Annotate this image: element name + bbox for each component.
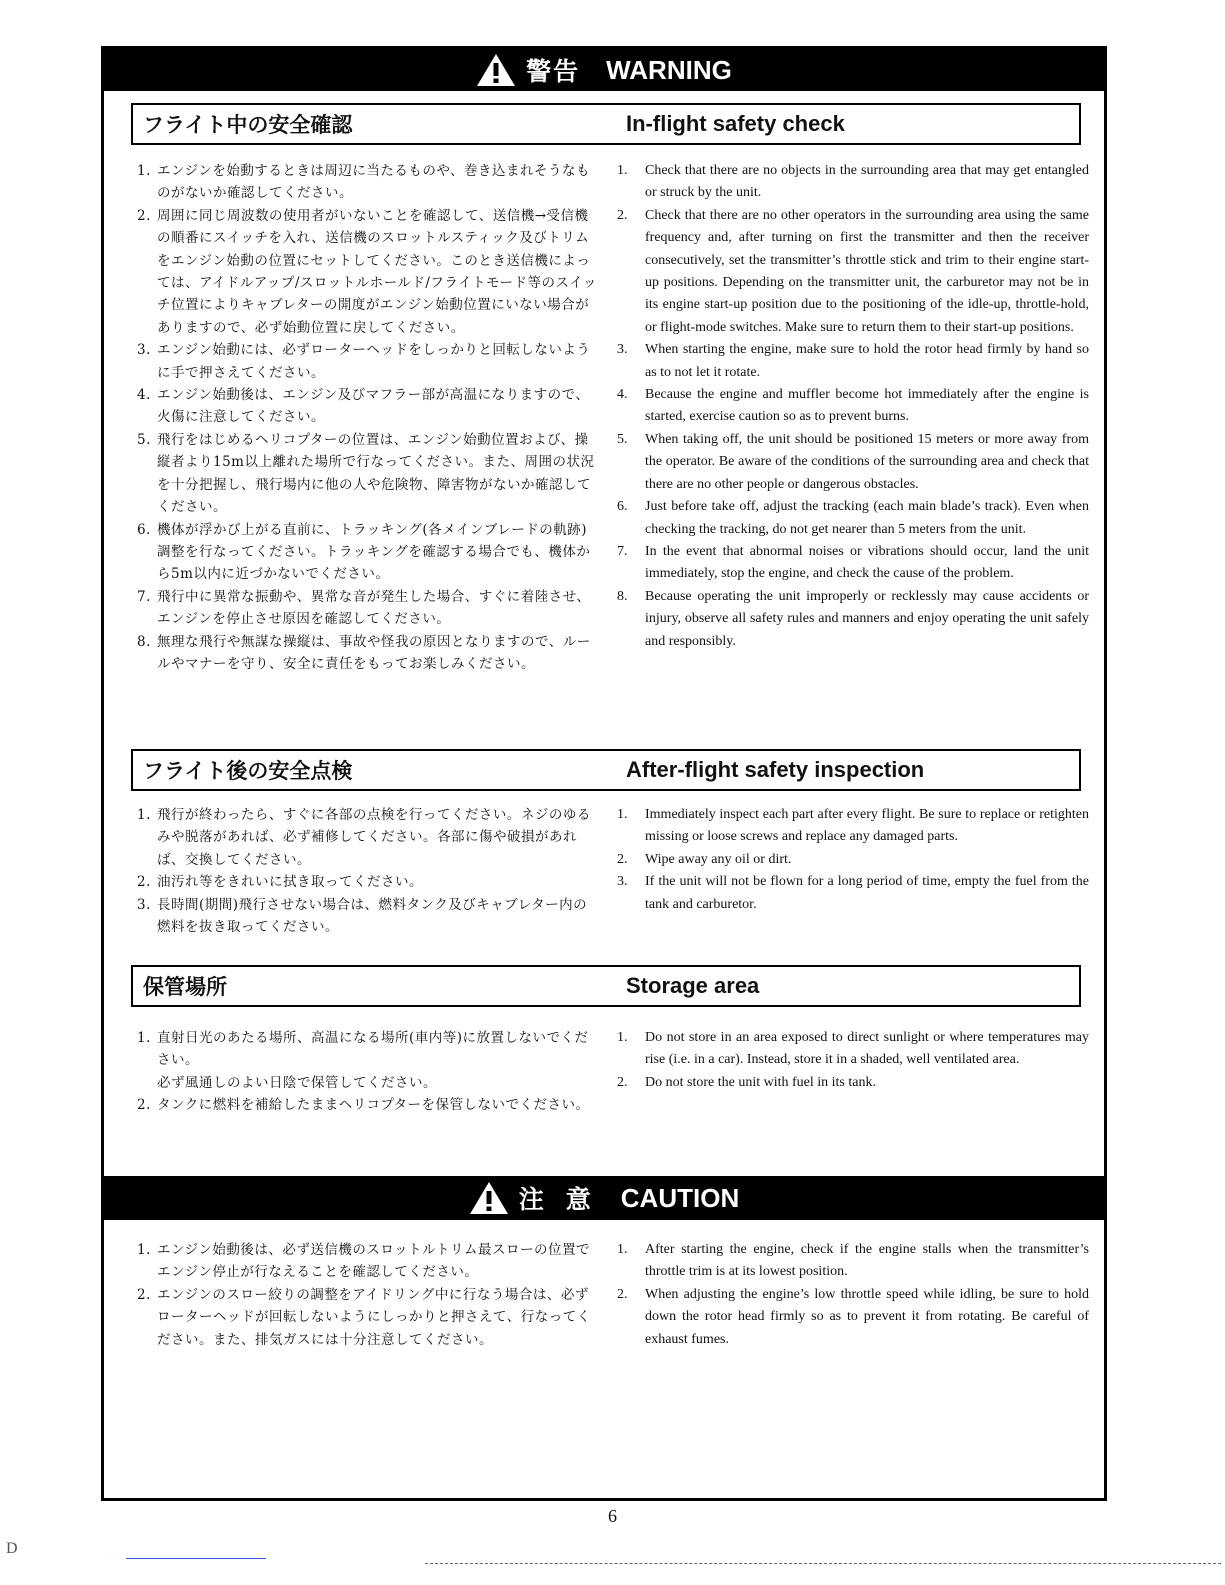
list-item-number: 1. [617,1242,628,1257]
list-item-number: 1. [617,807,628,822]
afterflight-list-jp [137,804,597,938]
list-item [137,429,597,519]
list-item [617,1239,1089,1284]
list-item [137,586,597,631]
list-item-number: 1. [137,163,151,179]
list-item-text: Wipe away any oil or dirt. [645,851,792,867]
caution-list-jp [137,1239,597,1351]
list-item-number: 8. [617,588,628,604]
storage-list-jp [137,1027,597,1117]
list-item-number: 2. [617,1286,628,1302]
list-item [137,1239,597,1284]
list-item-text: Check that there are no objects in the surrounding area that may get entangled or struck by the unit. [645,163,1089,201]
caution-banner [104,1176,1104,1220]
warning-title-jp: 警告 [526,57,581,86]
list-item-text: 飛行をはじめるヘリコプターの位置は、エンジン始動位置および、操縦者より15m以上離れた場所で行なってください。また、周囲の状況を十分把握し、飛行場内に他の人や危険物、障害物がないか確認してください。 [157,431,595,516]
list-item-text: 油汚れ等をきれいに拭き取ってください。 [157,874,423,891]
list-item-text: 無理な飛行や無謀な操縦は、事故や怪我の原因となりますので、ルールやマナーを守り、安全に責任をもってお楽しみください。 [157,633,591,672]
list-item-number: 2. [137,1097,151,1114]
list-item-text: Because operating the unit improperly or recklessly may cause accidents or injury, observe all safety rules and manners and enjoy operating the unit safely and responsibly. [645,588,1089,649]
warning-title-en: WARNING [606,54,732,85]
list-item-text: 機体が浮かび上がる直前に、トラッキング(各メインブレードの軌跡)調整を行なってください。トラッキングを確認する場合でも、機体から5m以内に近づかないでください。 [157,521,591,583]
list-item-number: 1. [137,1030,151,1046]
list-item-number: 7. [617,543,628,559]
list-item [617,339,1089,384]
inflight-header-en: In-flight safety check [626,111,845,136]
list-item-number [137,1072,157,1094]
list-item-text: 必ず風通しのよい日陰で保管してください。 [157,1074,437,1091]
list-item [137,1027,597,1072]
list-item-text: エンジンを始動するときは周辺に当たるものや、巻き込まれそうなものがないか確認してください。 [157,163,591,202]
list-item-number: 7. [137,588,151,605]
list-item-text: Immediately inspect each part after every flight. Be sure to replace or retighten missing or loose screws and replace any damaged parts. [645,807,1089,845]
list-item-number: 6. [137,521,151,538]
list-item [617,160,1089,205]
inflight-list-en [617,160,1089,653]
list-item-text: When adjusting the engine’s low throttle speed while idling, be sure to hold down the rotor head firmly so as to prevent it from rotating. Be careful of exhaust fumes. [645,1286,1089,1347]
list-item-text: エンジンのスロー絞りの調整をアイドリング中に行なう場合は、必ずローターヘッドが回転しないようにしっかりと押さえて、行なってください。また、排気ガスには十分注意してください。 [157,1286,591,1348]
list-item [617,541,1089,586]
list-item [137,519,597,586]
list-item-number: 3. [137,896,151,913]
list-item-number: 3. [617,342,628,358]
list-item-number: 6. [617,499,628,515]
page-frame [101,46,1107,1501]
list-item-text: エンジン始動後は、必ず送信機のスロットルトリム最スローの位置でエンジン停止が行なえることを確認してください。 [157,1242,591,1281]
corner-mark: D [6,1540,18,1557]
list-item [137,631,597,676]
list-item-text: Just before take off, adjust the tracking (each main blade’s track). Even when checking the tracking, do not get nearer than 5 meters from the unit. [645,499,1089,537]
list-item-text: エンジン始動には、必ずローターヘッドをしっかりと回転しないように手で押さえてください。 [157,342,591,381]
list-item [137,1284,597,1351]
list-item-number: 2. [137,1286,151,1303]
list-item [617,849,1089,871]
page-number: 6 [608,1506,617,1526]
list-item-text: 周囲に同じ周波数の使用者がいないことを確認して、送信機→受信機の順番にスイッチを入れ、送信機のスロットルスティック及びトリムをエンジン始動の位置にセットしてください。このとき送信機によっては、アイドルアップ/スロットルホールド/フライトモード等のスイッチ位置によりキャブレターの開度がエンジン始動位置にいない場合がありますので、必ず始動位置に戻してください。 [157,207,597,336]
list-item [137,1072,597,1094]
list-item [137,894,597,939]
list-item-text: 飛行中に異常な振動や、異常な音が発生した場合、すぐに着陸させ、エンジンを停止させ原因を確認してください。 [157,588,591,628]
afterflight-list-en [617,804,1089,916]
list-item-number: 3. [137,342,151,359]
list-item [617,205,1089,339]
list-item [137,384,597,429]
list-item-number: 1. [617,163,628,178]
list-item-number: 5. [617,431,628,447]
list-item-number: 3. [617,874,628,890]
list-item-number: 4. [137,387,151,404]
afterflight-header-en: After-flight safety inspection [626,757,925,782]
list-item-text: 飛行が終わったら、すぐに各部の点検を行ってください。ネジのゆるみや脱落があれば、必ず補修してください。各部に傷や破損があれば、交換してください。 [157,807,591,868]
list-item-number: 4. [617,387,628,403]
warning-banner [104,49,1104,91]
storage-header-en: Storage area [626,973,760,998]
list-item-text: エンジン始動後は、エンジン及びマフラー部が高温になりますので、火傷に注意してください。 [157,387,590,426]
list-item-number: 2. [617,1074,628,1090]
list-item-text: After starting the engine, check if the engine stalls when the transmitter’s throttle trim is at its lowest position. [645,1242,1089,1280]
list-item [617,871,1089,916]
storage-list-en [617,1027,1089,1094]
list-item-number: 2. [137,207,151,224]
list-item [617,1027,1089,1072]
list-item-text: When starting the engine, make sure to hold the rotor head firmly by hand so as to not let it rotate. [645,342,1089,380]
list-item [617,586,1089,653]
caution-title-jp: 注意 [518,1185,613,1214]
list-item-text: Check that there are no other operators in the surrounding area using the same frequency and, after turning on first the transmitter and then the receiver consecutively, set the transmitter’s throttle stick and trim to their engine start-up positions. Depending on the transmitter unit, the carburetor may not be in its engine start-up position due to the positioning of the idle-up, throttle-hold, or flight-mode switches. Make sure to return them to their start-up positions. [645,207,1089,335]
list-item-text: 長時間(期間)飛行させない場合は、燃料タンク及びキャブレター内の燃料を抜き取ってください。 [157,896,588,936]
list-item-number: 1. [617,1030,628,1045]
list-item-number: 2. [617,207,628,223]
list-item-text: 直射日光のあたる場所、高温になる場所(車内等)に放置しないでください。 [157,1030,589,1069]
list-item-text: Do not store in an area exposed to direct sunlight or where temperatures may rise (i.e. in a car). Instead, store it in a shaded, well ventilated area. [645,1030,1089,1068]
inflight-header [131,103,1081,145]
list-item-number: 1. [137,807,151,823]
list-item [137,871,597,893]
list-item-text: In the event that abnormal noises or vibrations should occur, land the unit immediately, stop the engine, and check the cause of the problem. [645,543,1089,582]
caution-title-en: CAUTION [620,1182,740,1213]
list-item-number: 1. [137,1242,151,1258]
list-item [137,160,597,205]
list-item [617,1072,1089,1094]
list-item [137,339,597,384]
list-item [137,1094,597,1116]
list-item [617,429,1089,496]
list-item [617,384,1089,429]
list-item [617,496,1089,541]
footer-rule [126,1558,266,1559]
afterflight-header-jp: フライト後の安全点検 [143,759,353,783]
list-item [137,804,597,871]
inflight-header-jp: フライト中の安全確認 [143,113,353,137]
inflight-list-jp [137,160,597,675]
footer-rule-dashed [425,1563,1221,1564]
list-item-text: Do not store the unit with fuel in its tank. [645,1074,876,1090]
list-item-text: タンクに燃料を補給したままヘリコプターを保管しないでください。 [157,1097,590,1114]
list-item-number: 2. [617,851,628,867]
warning-triangle-icon [469,1181,509,1215]
list-item-number: 5. [137,431,151,448]
list-item-number: 8. [137,633,151,650]
list-item-number: 2. [137,874,151,891]
list-item [617,804,1089,849]
storage-header [131,965,1081,1007]
list-item-text: Because the engine and muffler become hot immediately after the engine is started, exercise caution so as to prevent burns. [645,387,1089,425]
list-item-text: If the unit will not be flown for a long period of time, empty the fuel from the tank and carburetor. [645,874,1089,912]
afterflight-header [131,749,1081,791]
warning-triangle-icon [476,53,516,87]
caution-list-en [617,1239,1089,1351]
list-item [137,205,597,339]
list-item [617,1284,1089,1351]
list-item-text: When taking off, the unit should be positioned 15 meters or more away from the operator. Be aware of the conditions of the surrounding area and check that there are no other people or dangerous obstacles. [645,431,1089,492]
storage-header-jp: 保管場所 [143,975,227,999]
